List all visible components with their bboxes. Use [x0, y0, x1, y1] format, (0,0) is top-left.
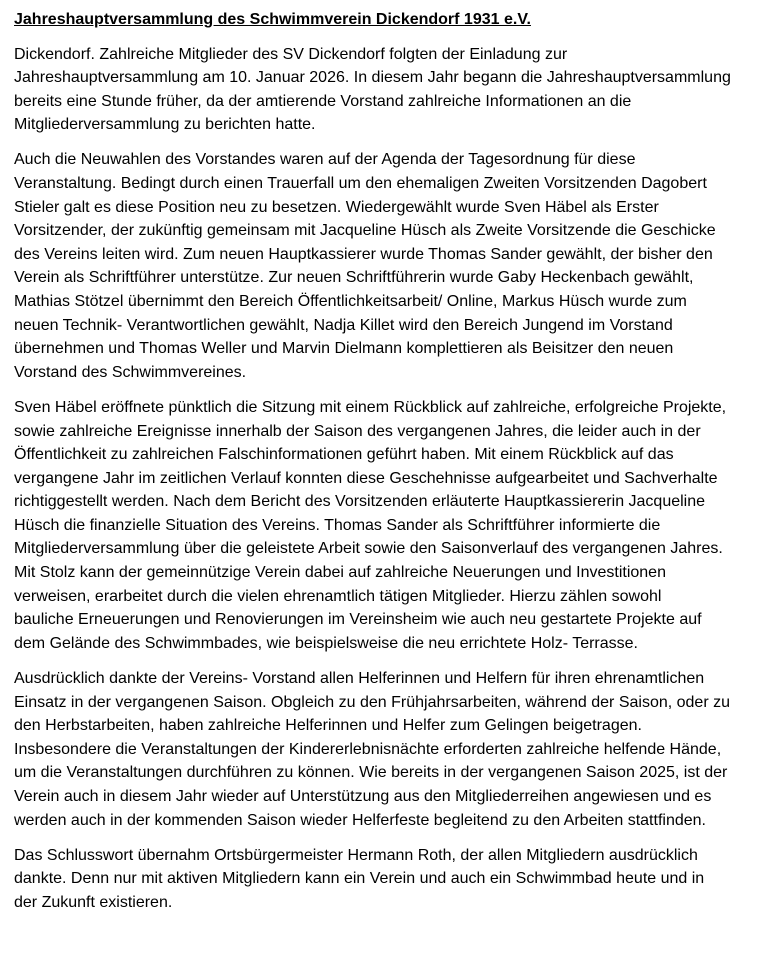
- text-line: Einsatz in der vergangenen Saison. Obgleich zu den Frühjahrsarbeiten, während der Saison, oder zu: [14, 693, 730, 711]
- text-line: werden auch in der kommenden Saison wieder Helferfeste begleitend zu den Arbeiten stattfinden.: [14, 811, 706, 829]
- text-line: richtiggestellt werden. Nach dem Bericht des Vorsitzenden erläuterte Hauptkassiererin Jacqueline: [14, 493, 706, 511]
- text-line: Sven Häbel eröffnete pünktlich die Sitzung mit einem Rückblick auf zahlreiche, erfolgreiche Projekte,: [14, 398, 727, 416]
- paragraph-elections: [14, 148, 774, 384]
- paragraph-closing: [14, 844, 774, 915]
- text-line: Vorsitzender, der zukünftig gemeinsam mit Jacqueline Hüsch als Zweite Vorsitzende die Geschicke: [14, 222, 716, 240]
- paragraph-review: [14, 396, 774, 656]
- text-line: verweisen, erarbeitet durch die vielen ehrenamtlich tätigen Mitglieder. Hierzu zählen sowohl: [14, 587, 662, 605]
- document: [14, 8, 774, 926]
- paragraph-thanks: [14, 667, 774, 832]
- text-line: Insbesondere die Veranstaltungen der Kindererlebnisnächte erforderten zahlreiche helfende Hände,: [14, 740, 722, 758]
- text-line: Hüsch die finanzielle Situation des Vereins. Thomas Sander als Schriftführer informierte die: [14, 516, 661, 534]
- text-line: der Zukunft existieren.: [14, 893, 173, 911]
- text-line: vergangene Jahr im zeitlichen Verlauf konnten diese Geschehnisse aufgearbeitet und Sachverhalte: [14, 469, 718, 487]
- text-line: neuen Technik- Verantwortlichen gewählt, Nadja Killet wird den Bereich Jungend im Vorstand: [14, 316, 673, 334]
- text-line: um die Veranstaltungen durchführen zu können. Wie bereits in der vergangenen Saison 2025, ist der: [14, 764, 728, 782]
- text-line: sowie zahlreiche Ereignisse innerhalb der Saison des vergangenen Jahres, die leider auch in der: [14, 422, 701, 440]
- text-line: bereits eine Stunde früher, da der amtierende Vorstand zahlreiche Informationen an die: [14, 92, 632, 110]
- text-line: Öffentlichkeit zu zahlreichen Falschinformationen geführt haben. Mit einem Rückblick auf das: [14, 446, 674, 464]
- text-line: dem Gelände des Schwimmbades, wie beispielsweise die neu errichtete Holz- Terrasse.: [14, 634, 638, 652]
- text-line: Stieler galt es diese Position neu zu besetzen. Wiedergewählt wurde Sven Häbel als Erster: [14, 198, 659, 216]
- text-line: Veranstaltung. Bedingt durch einen Trauerfall um den ehemaligen Zweiten Vorsitzenden Dagobert: [14, 175, 707, 193]
- paragraph-intro: [14, 43, 774, 137]
- text-line: den Herbstarbeiten, haben zahlreiche Helferinnen und Helfer zum Gelingen beigetragen.: [14, 717, 642, 735]
- text-line: bauliche Erneuerungen und Renovierungen im Vereinsheim wie auch neu gestartete Projekte auf: [14, 611, 702, 629]
- text-line: Mit Stolz kann der gemeinnützige Verein dabei auf zahlreiche Neuerungen und Investitionen: [14, 564, 666, 582]
- document-title: Jahreshauptversammlung des Schwimmverein Dickendorf 1931 e.V.: [14, 11, 531, 28]
- text-line: des Vereins leiten wird. Zum neuen Hauptkassierer wurde Thomas Sander gewählt, der bisher den: [14, 245, 713, 263]
- text-line: Mitgliederversammlung zu berichten hatte.: [14, 116, 316, 134]
- text-line: Mitgliederversammlung über die geleistete Arbeit sowie den Saisonverlauf des vergangenen Jahres.: [14, 540, 723, 558]
- text-line: übernehmen und Thomas Weller und Marvin Dielmann komplettieren als Beisitzer den neuen: [14, 340, 674, 358]
- text-line: dankte. Denn nur mit aktiven Mitgliedern kann ein Verein und auch ein Schwimmbad heute und in: [14, 870, 705, 888]
- text-line: Ausdrücklich dankte der Vereins- Vorstand allen Helferinnen und Helfern für ihren ehrenamtlichen: [14, 669, 705, 687]
- text-line: Das Schlusswort übernahm Ortsbürgermeister Hermann Roth, der allen Mitgliedern ausdrücklich: [14, 846, 698, 864]
- text-line: Jahreshauptversammlung am 10. Januar 2026. In diesem Jahr begann die Jahreshauptversammlung: [14, 69, 731, 87]
- text-line: Auch die Neuwahlen des Vorstandes waren auf der Agenda der Tagesordnung für diese: [14, 151, 636, 169]
- text-line: Verein auch in diesem Jahr wieder auf Unterstützung aus den Mitgliederreihen angewiesen und es: [14, 787, 712, 805]
- text-line: Vorstand des Schwimmvereines.: [14, 363, 247, 381]
- text-line: Mathias Stötzel übernimmt den Bereich Öffentlichkeitsarbeit/ Online, Markus Hüsch wurde zum: [14, 293, 687, 311]
- text-line: Dickendorf. Zahlreiche Mitglieder des SV Dickendorf folgten der Einladung zur: [14, 45, 568, 63]
- text-line: Verein als Schriftführer unterstütze. Zur neuen Schriftführerin wurde Gaby Heckenbach gewählt,: [14, 269, 694, 287]
